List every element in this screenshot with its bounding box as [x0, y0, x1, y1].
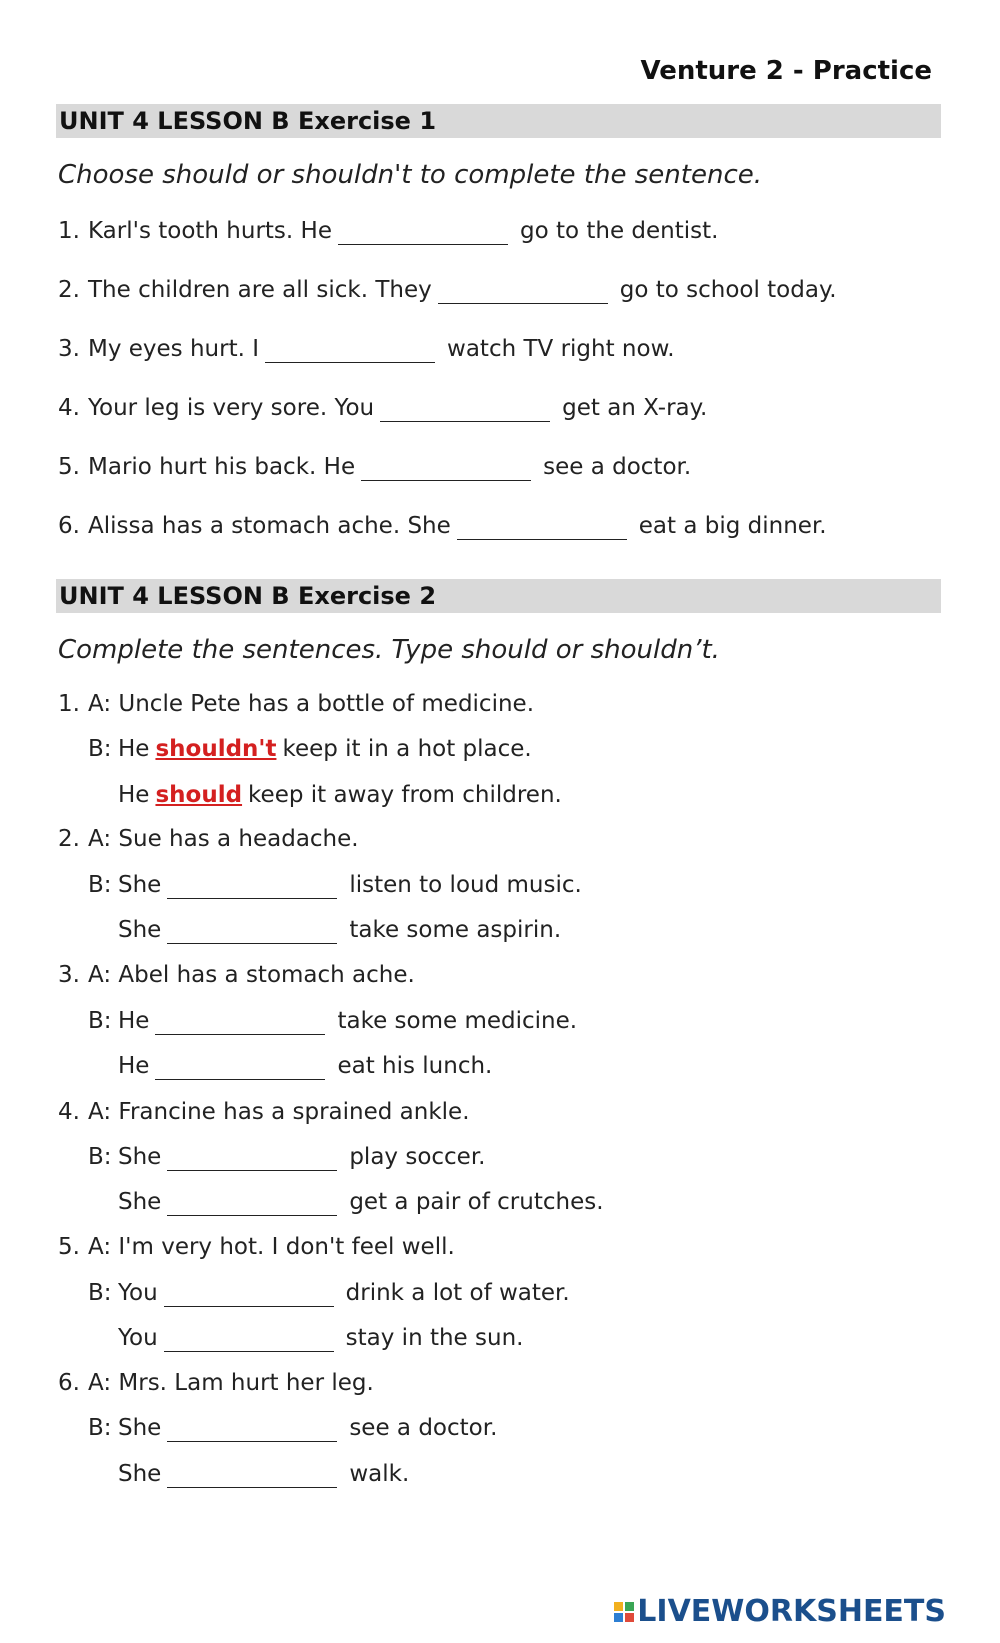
item-number: 6.: [58, 513, 80, 539]
answer-blank-input[interactable]: [265, 336, 435, 363]
item-number: 5.: [58, 1234, 80, 1260]
speaker-a-line: A: Mrs. Lam hurt her leg.: [88, 1370, 374, 1396]
b-subject: He: [118, 736, 150, 762]
item-text-after: see a doctor.: [543, 454, 692, 480]
exercise-2-item-b2: [118, 1325, 523, 1352]
item-text-before: Karl's tooth hurts. He: [88, 218, 332, 244]
b-subject: She: [118, 1461, 162, 1487]
item-number: 1.: [58, 691, 80, 717]
b-after: see a doctor.: [349, 1415, 498, 1441]
answer-blank-input[interactable]: [167, 917, 337, 944]
exercise-2-item-b2: [118, 782, 562, 808]
b-after: listen to loud music.: [349, 872, 582, 898]
b-subject: He: [118, 782, 150, 808]
exercise-2-item-b1: [88, 1008, 577, 1035]
liveworksheets-mark-icon: [614, 1602, 634, 1622]
exercise-2-item-a: [58, 1370, 374, 1396]
b-after: eat his lunch.: [337, 1053, 493, 1079]
exercise-1-item: [58, 395, 707, 422]
b-after: take some aspirin.: [349, 917, 562, 943]
exercise-2-item-a: [58, 1099, 470, 1125]
b-after: keep it in a hot place.: [282, 736, 532, 762]
item-text-after: eat a big dinner.: [638, 513, 827, 539]
speaker-b-label: B:: [88, 1280, 112, 1306]
item-number: 4.: [58, 1099, 80, 1125]
item-text-before: Alissa has a stomach ache. She: [88, 513, 451, 539]
exercise-1-instruction: Choose should or shouldn't to complete the sentence.: [58, 160, 762, 190]
speaker-a-line: A: I'm very hot. I don't feel well.: [88, 1234, 455, 1260]
speaker-a-line: A: Sue has a headache.: [88, 826, 359, 852]
page-title: Venture 2 - Practice: [640, 56, 932, 86]
item-number: 1.: [58, 218, 80, 244]
b-subject: You: [118, 1325, 158, 1351]
item-text-after: go to school today.: [619, 277, 837, 303]
example-answer: shouldn't: [155, 736, 277, 762]
exercise-1-item: [58, 336, 675, 363]
answer-blank-input[interactable]: [380, 395, 550, 422]
exercise-2-item-a: [58, 962, 415, 988]
answer-blank-input[interactable]: [167, 1189, 337, 1216]
example-answer: should: [155, 782, 243, 808]
answer-blank-input[interactable]: [338, 218, 508, 245]
speaker-a-line: A: Uncle Pete has a bottle of medicine.: [88, 691, 535, 717]
item-text-after: get an X-ray.: [562, 395, 708, 421]
answer-blank-input[interactable]: [164, 1280, 334, 1307]
exercise-1-item: [58, 513, 827, 540]
answer-blank-input[interactable]: [155, 1008, 325, 1035]
b-subject: He: [118, 1008, 150, 1034]
b-subject: He: [118, 1053, 150, 1079]
item-number: 2.: [58, 826, 80, 852]
exercise-2-item-b1: [88, 872, 582, 899]
item-text-before: Mario hurt his back. He: [88, 454, 356, 480]
exercise-2-item-a: [58, 826, 359, 852]
item-number: 4.: [58, 395, 80, 421]
answer-blank-input[interactable]: [361, 454, 531, 481]
item-number: 5.: [58, 454, 80, 480]
answer-blank-input[interactable]: [167, 1461, 337, 1488]
exercise-2-item-b1: [88, 1144, 486, 1171]
b-subject: You: [118, 1280, 158, 1306]
speaker-b-label: B:: [88, 872, 112, 898]
answer-blank-input[interactable]: [167, 1415, 337, 1442]
speaker-a-line: A: Francine has a sprained ankle.: [88, 1099, 470, 1125]
b-after: get a pair of crutches.: [349, 1189, 604, 1215]
exercise-1-item: [58, 454, 691, 481]
exercise-2-header: UNIT 4 LESSON B Exercise 2: [56, 579, 941, 613]
exercise-2-item-a: [58, 691, 534, 717]
b-after: take some medicine.: [337, 1008, 578, 1034]
b-after: walk.: [349, 1461, 410, 1487]
item-number: 3.: [58, 336, 80, 362]
b-subject: She: [118, 872, 162, 898]
item-number: 2.: [58, 277, 80, 303]
speaker-b-label: B:: [88, 1415, 112, 1441]
answer-blank-input[interactable]: [457, 513, 627, 540]
b-subject: She: [118, 1144, 162, 1170]
b-after: stay in the sun.: [345, 1325, 524, 1351]
answer-blank-input[interactable]: [167, 1144, 337, 1171]
exercise-2-item-b2: [118, 1053, 492, 1080]
b-after: keep it away from children.: [248, 782, 562, 808]
answer-blank-input[interactable]: [164, 1325, 334, 1352]
exercise-2-item-b1: [88, 736, 532, 762]
exercise-1-item: [58, 218, 718, 245]
speaker-a-line: A: Abel has a stomach ache.: [88, 962, 415, 988]
item-number: 6.: [58, 1370, 80, 1396]
answer-blank-input[interactable]: [438, 277, 608, 304]
item-text-before: Your leg is very sore. You: [88, 395, 375, 421]
item-text-before: My eyes hurt. I: [88, 336, 260, 362]
item-text-before: The children are all sick. They: [88, 277, 432, 303]
b-subject: She: [118, 1415, 162, 1441]
exercise-2-item-a: [58, 1234, 455, 1260]
speaker-b-label: B:: [88, 1008, 112, 1034]
b-after: drink a lot of water.: [345, 1280, 570, 1306]
answer-blank-input[interactable]: [155, 1053, 325, 1080]
b-subject: She: [118, 917, 162, 943]
exercise-2-item-b2: [118, 1461, 409, 1488]
item-text-after: watch TV right now.: [447, 336, 675, 362]
b-after: play soccer.: [349, 1144, 486, 1170]
exercise-1-header: UNIT 4 LESSON B Exercise 1: [56, 104, 941, 138]
speaker-b-label: B:: [88, 736, 112, 762]
speaker-b-label: B:: [88, 1144, 112, 1170]
answer-blank-input[interactable]: [167, 872, 337, 899]
exercise-2-item-b1: [88, 1415, 497, 1442]
exercise-2-item-b2: [118, 917, 561, 944]
liveworksheets-logo: [614, 1594, 946, 1629]
exercise-1-item: [58, 277, 837, 304]
exercise-2-item-b1: [88, 1280, 570, 1307]
exercise-2-instruction: Complete the sentences. Type should or shouldn’t.: [58, 635, 720, 665]
logo-text: LIVEWORKSHEETS: [637, 1594, 946, 1629]
b-subject: She: [118, 1189, 162, 1215]
item-number: 3.: [58, 962, 80, 988]
item-text-after: go to the dentist.: [519, 218, 719, 244]
exercise-2-item-b2: [118, 1189, 604, 1216]
